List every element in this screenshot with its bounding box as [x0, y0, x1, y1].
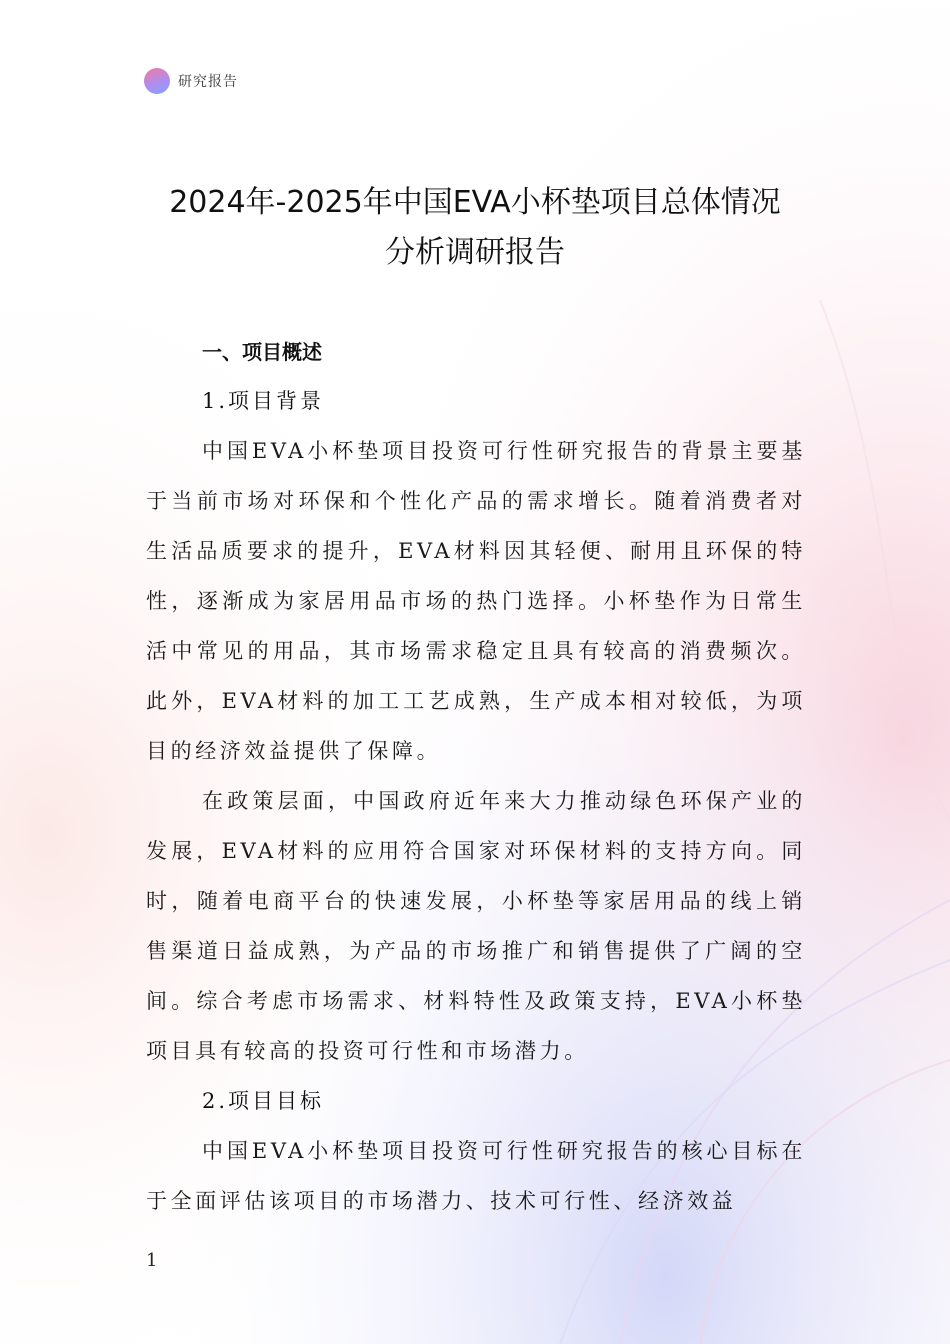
- subsection-heading-background: 1.项目背景: [202, 389, 325, 413]
- page-header: [144, 68, 238, 94]
- title-line-1: 2024年-2025年中国EVA小杯垫项目总体情况: [169, 185, 781, 220]
- logo-icon: [144, 68, 170, 94]
- page-number: 1: [146, 1250, 158, 1271]
- paragraph: 在政策层面，中国政府近年来大力推动绿色环保产业的发展，EVA材料的应用符合国家对环保材料的支持方向。同时，随着电商平台的快速发展，小杯垫等家居用品的线上销售渠道日益成熟，为产品的市场推广和销售提供了广阔的空间。综合考虑市场需求、材料特性及政策支持，EVA小杯垫项目具有较高的投资可行性和市场潜力。: [146, 789, 806, 1063]
- document-body: [146, 328, 806, 1226]
- title-line-2: 分析调研报告: [385, 235, 565, 270]
- paragraph: 中国EVA小杯垫项目投资可行性研究报告的背景主要基于当前市场对环保和个性化产品的需求增长。随着消费者对生活品质要求的提升，EVA材料因其轻便、耐用且环保的特性，逐渐成为家居用品市场的热门选择。小杯垫作为日常生活中常见的用品，其市场需求稳定且具有较高的消费频次。此外，EVA材料的加工工艺成熟，生产成本相对较低，为项目的经济效益提供了保障。: [146, 439, 806, 763]
- section-heading: 一、项目概述: [202, 340, 322, 364]
- document-title: [120, 178, 830, 278]
- subsection-heading-goals: 2.项目目标: [202, 1089, 325, 1113]
- paragraph: 中国EVA小杯垫项目投资可行性研究报告的核心目标在于全面评估该项目的市场潜力、技术可行性、经济效益: [146, 1139, 806, 1213]
- header-label: 研究报告: [178, 74, 238, 90]
